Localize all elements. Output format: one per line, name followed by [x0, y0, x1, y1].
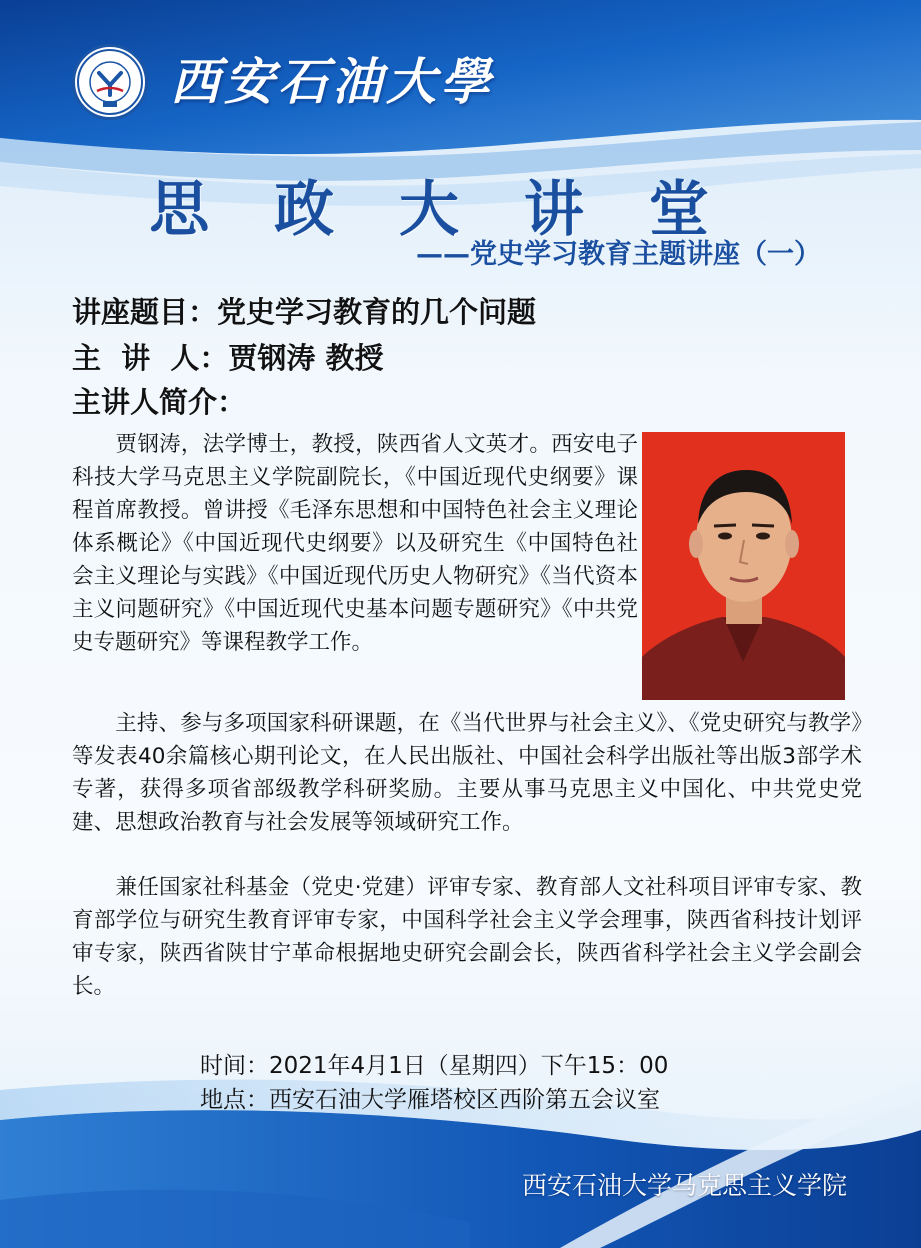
speaker — [72, 336, 384, 377]
bio-paragraph-2: 主持、参与多项国家科研课题，在《当代世界与社会主义》、《党史研究与教学》等发表40余篇核心期刊论文，在人民出版社、中国社会科学出版社等出版3部学术专著，获得多项省部级教学科研奖励。主要从事马克思主义中国化、中共党史党建、思想政治教育与社会发展等领域研究工作。 — [72, 711, 862, 835]
bio-paragraph-3: 兼任国家社科基金（党史·党建）评审专家、教育部人文社科项目评审专家、教育部学位与研究生教育评审专家，中国科学社会主义学会理事，陕西省科技计划评审专家，陕西省陕甘宁革命根据地史研究会副会长，陕西省科学社会主义学会副会长。 — [72, 875, 862, 999]
university-logo — [72, 44, 148, 120]
organizer: 西安石油大学马克思主义学院 — [522, 1171, 848, 1200]
speaker-photo — [642, 432, 845, 700]
speaker-bio-heading: 主讲人简介： — [72, 385, 247, 419]
event-time: 时间：2021年4月1日（星期四）下午15：00 — [200, 1053, 669, 1079]
speaker-portrait-icon — [642, 432, 845, 700]
page-title: 思 政 大 讲 堂 — [149, 175, 731, 245]
logo-emblem-icon — [75, 47, 145, 117]
event-place: 地点：西安石油大学雁塔校区西阶第五会议室 — [200, 1087, 660, 1113]
lecture-topic — [72, 290, 536, 331]
lecture-topic-value: 党史学习教育的几个问题 — [217, 295, 537, 329]
lecture-topic-label: 讲座题目： — [72, 295, 218, 329]
bio-paragraph-1: 贾钢涛，法学博士，教授，陕西省人文英才。西安电子科技大学马克思主义学院副院长，《中国近现代史纲要》课程首席教授。曾讲授《毛泽东思想和中国特色社会主义理论体系概论》《中国近现代史纲要》以及研究生《中国特色社会主义理论与实践》《中国近现代历史人物研究》《当代资本主义问题研究》《中国近现代史基本问题专题研究》《中共党史专题研究》等课程教学工作。 — [72, 432, 638, 655]
page-subtitle: ——党史学习教育主题讲座（一） — [416, 239, 821, 270]
university-name: 西安石油大學 — [170, 52, 494, 111]
speaker-label: 主 讲 人： — [72, 341, 229, 375]
speaker-value: 贾钢涛 教授 — [228, 341, 384, 375]
